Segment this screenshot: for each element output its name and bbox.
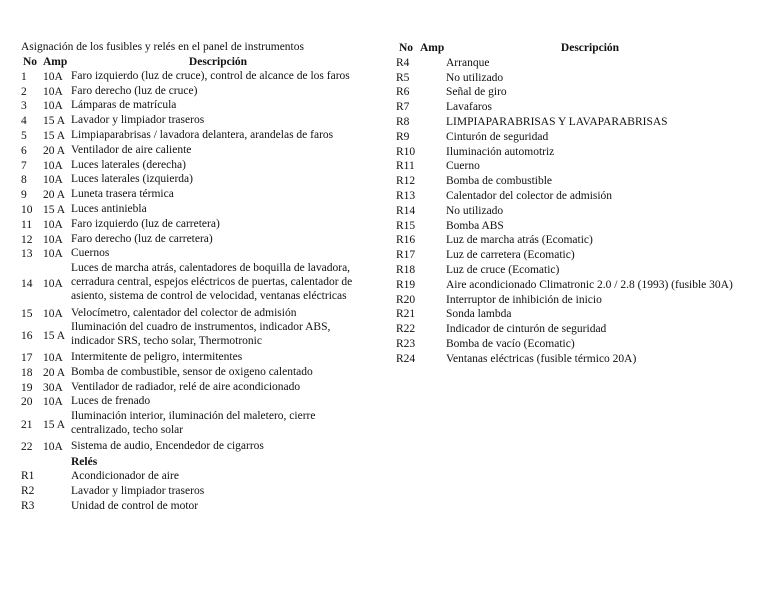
fuse-number: 2 xyxy=(21,85,27,98)
relay-description: Indicador de cinturón de seguridad xyxy=(446,323,607,336)
relay-description: Arranque xyxy=(446,56,490,69)
fuse-description: Ventilador de aire caliente xyxy=(71,143,192,156)
fuse-description: Luces de marcha atrás, calentadores de boquilla de lavadora, cerradura central, espejos eléctricos de puertas, calentador de asiento, sistema de control de velocidad, ventanas eléctricas xyxy=(71,262,353,302)
relay-number: R18 xyxy=(396,264,416,276)
fuse-amp: 20 A xyxy=(43,366,66,379)
relay-number: R1 xyxy=(21,470,35,483)
relay-description: No utilizado xyxy=(446,71,504,84)
header-description: Descripción xyxy=(560,42,620,54)
relay-number: R2 xyxy=(21,485,35,498)
fuse-description: Iluminación del cuadro de instrumentos, indicador ABS, indicador SRS, techo solar, Thermotronic xyxy=(71,321,331,348)
relay-number: R19 xyxy=(396,278,416,291)
relay-number: R13 xyxy=(396,190,416,202)
relay-number: R12 xyxy=(396,175,416,188)
relay-description: No utilizado xyxy=(446,204,504,217)
relay-number: R6 xyxy=(396,86,410,99)
fuse-number: 18 xyxy=(21,366,33,379)
relay-number: R15 xyxy=(396,219,416,232)
relay-number: R8 xyxy=(396,116,410,128)
fuse-amp: 20 A xyxy=(43,144,66,157)
fuse-amp: 10A xyxy=(43,248,63,261)
relay-description: Luz de marcha atrás (Ecomatic) xyxy=(446,234,593,247)
fuse-description: Lámparas de matrícula xyxy=(71,99,177,112)
fuse-amp: 10A xyxy=(43,278,63,290)
fuse-description: Ventilador de radiador, relé de aire acondicionado xyxy=(71,380,301,393)
fuse-number: 9 xyxy=(21,189,27,202)
fuse-number: 21 xyxy=(21,418,33,431)
fuse-amp: 10A xyxy=(43,85,63,98)
fuse-number: 20 xyxy=(21,396,33,409)
header-amp: Amp xyxy=(420,42,445,54)
fuse-number: 3 xyxy=(21,100,27,113)
fuse-amp: 10A xyxy=(43,159,63,172)
fuse-amp: 10A xyxy=(43,440,63,453)
fuse-number: 6 xyxy=(21,144,27,157)
relay-description: Interruptor de inhibición de inicio xyxy=(446,293,602,306)
fuse-description: Iluminación interior, iluminación del maletero, cierre centralizado, techo solar xyxy=(71,410,316,437)
relay-description: Bomba de combustible xyxy=(446,175,553,188)
fuse-number: 8 xyxy=(21,174,27,187)
fuse-description: Faro derecho (luz de cruce) xyxy=(71,84,198,97)
fuse-amp: 10A xyxy=(43,307,63,320)
relay-number: R3 xyxy=(21,500,35,512)
fuse-number: 12 xyxy=(21,233,33,246)
fuse-number: 16 xyxy=(21,329,33,342)
relay-description: Cinturón de seguridad xyxy=(446,130,549,143)
relay-number: R9 xyxy=(396,130,410,143)
relay-number: R10 xyxy=(396,145,416,158)
fuse-number: 14 xyxy=(21,278,33,290)
fuse-description: Intermitente de peligro, intermitentes xyxy=(71,351,243,363)
relay-number: R4 xyxy=(396,56,410,69)
relay-description: Lavafaros xyxy=(446,101,492,114)
relay-number: R5 xyxy=(396,71,410,84)
relay-description: Luz de cruce (Ecomatic) xyxy=(446,264,560,276)
relay-description: Sonda lambda xyxy=(446,308,512,321)
fuse-description: Cuernos xyxy=(71,247,110,260)
relay-description: Luz de carretera (Ecomatic) xyxy=(446,249,575,262)
relay-number: R16 xyxy=(396,234,416,247)
fuse-description: Luces laterales (derecha) xyxy=(71,158,186,171)
relay-number: R22 xyxy=(396,323,416,336)
fuse-number: 17 xyxy=(21,352,33,364)
fuse-description: Velocímetro, calentador del colector de admisión xyxy=(71,306,297,319)
fuse-amp: 30A xyxy=(43,381,63,394)
fuse-description: Sistema de audio, Encendedor de cigarros xyxy=(71,439,264,452)
relay-description: Ventanas eléctricas (fusible térmico 20A) xyxy=(446,352,637,365)
fuse-amp: 10A xyxy=(43,218,63,231)
fuse-number: 4 xyxy=(21,115,27,128)
fuse-amp: 15 A xyxy=(43,130,66,142)
fuse-amp: 10A xyxy=(43,352,63,364)
fuse-number: 5 xyxy=(21,130,27,142)
relay-description: Iluminación automotriz xyxy=(446,145,555,158)
fuse-amp: 20 A xyxy=(43,189,66,202)
fuse-description: Luces de frenado xyxy=(71,395,151,408)
fuse-description: Faro izquierdo (luz de carretera) xyxy=(71,217,220,230)
fuse-amp: 15 A xyxy=(43,418,66,431)
fuse-description: Luneta trasera térmica xyxy=(71,188,174,201)
relay-description: Unidad de control de motor xyxy=(71,500,199,512)
fuse-number: 1 xyxy=(21,70,27,83)
fuse-amp: 10A xyxy=(43,70,63,83)
document-title: Asignación de los fusibles y relés en el panel de instrumentos xyxy=(21,41,304,53)
header-no: No xyxy=(399,42,414,54)
relay-description: Bomba ABS xyxy=(446,219,504,232)
relays-label: Relés xyxy=(71,455,98,468)
relay-number: R7 xyxy=(396,101,410,114)
fuse-number: 10 xyxy=(21,204,33,216)
fuse-description: Bomba de combustible, sensor de oxigeno calentado xyxy=(71,365,313,378)
fuse-amp: 15 A xyxy=(43,204,66,216)
fuse-amp: 15 A xyxy=(43,115,66,128)
fuse-number: 11 xyxy=(21,218,33,231)
relay-number: R20 xyxy=(396,293,416,306)
fuse-number: 22 xyxy=(21,440,33,453)
fuse-number: 15 xyxy=(21,307,33,320)
relay-number: R21 xyxy=(396,308,416,321)
header-description: Descripción xyxy=(188,56,248,68)
relay-description: Calentador del colector de admisión xyxy=(446,190,613,202)
relay-number: R17 xyxy=(396,249,416,262)
relay-description: Bomba de vacío (Ecomatic) xyxy=(446,338,575,350)
relay-description: Señal de giro xyxy=(446,86,507,99)
fuse-number: 7 xyxy=(21,159,27,172)
relay-description: Acondicionador de aire xyxy=(71,470,179,483)
fuse-number: 13 xyxy=(21,248,33,261)
fuse-description: Faro derecho (luz de carretera) xyxy=(71,232,213,245)
fuse-description: Lavador y limpiador traseros xyxy=(71,114,205,127)
fuse-amp: 15 A xyxy=(43,329,66,342)
fuse-description: Luces laterales (izquierda) xyxy=(71,173,193,186)
header-no: No xyxy=(23,56,38,68)
relay-description: Aire acondicionado Climatronic 2.0 / 2.8 (1993) (fusible 30A) xyxy=(446,278,733,291)
relay-number: R24 xyxy=(396,352,416,365)
fuse-description: Faro izquierdo (luz de cruce), control de alcance de los faros xyxy=(71,69,350,82)
header-amp: Amp xyxy=(43,56,68,68)
relay-number: R23 xyxy=(396,338,416,350)
fuse-description: Limpiaparabrisas / lavadora delantera, arandelas de faros xyxy=(71,129,334,141)
relay-description: LIMPIAPARABRISAS Y LAVAPARABRISAS xyxy=(446,116,668,128)
fuse-description: Luces antiniebla xyxy=(71,203,147,215)
fuse-amp: 10A xyxy=(43,396,63,409)
fuse-number: 19 xyxy=(21,381,33,394)
fuse-amp: 10A xyxy=(43,174,63,187)
relay-number: R14 xyxy=(396,204,416,217)
relay-description: Cuerno xyxy=(446,160,480,173)
fuse-amp: 10A xyxy=(43,100,63,113)
fuse-amp: 10A xyxy=(43,233,63,246)
relay-number: R11 xyxy=(396,160,415,173)
relay-description: Lavador y limpiador traseros xyxy=(71,485,205,498)
